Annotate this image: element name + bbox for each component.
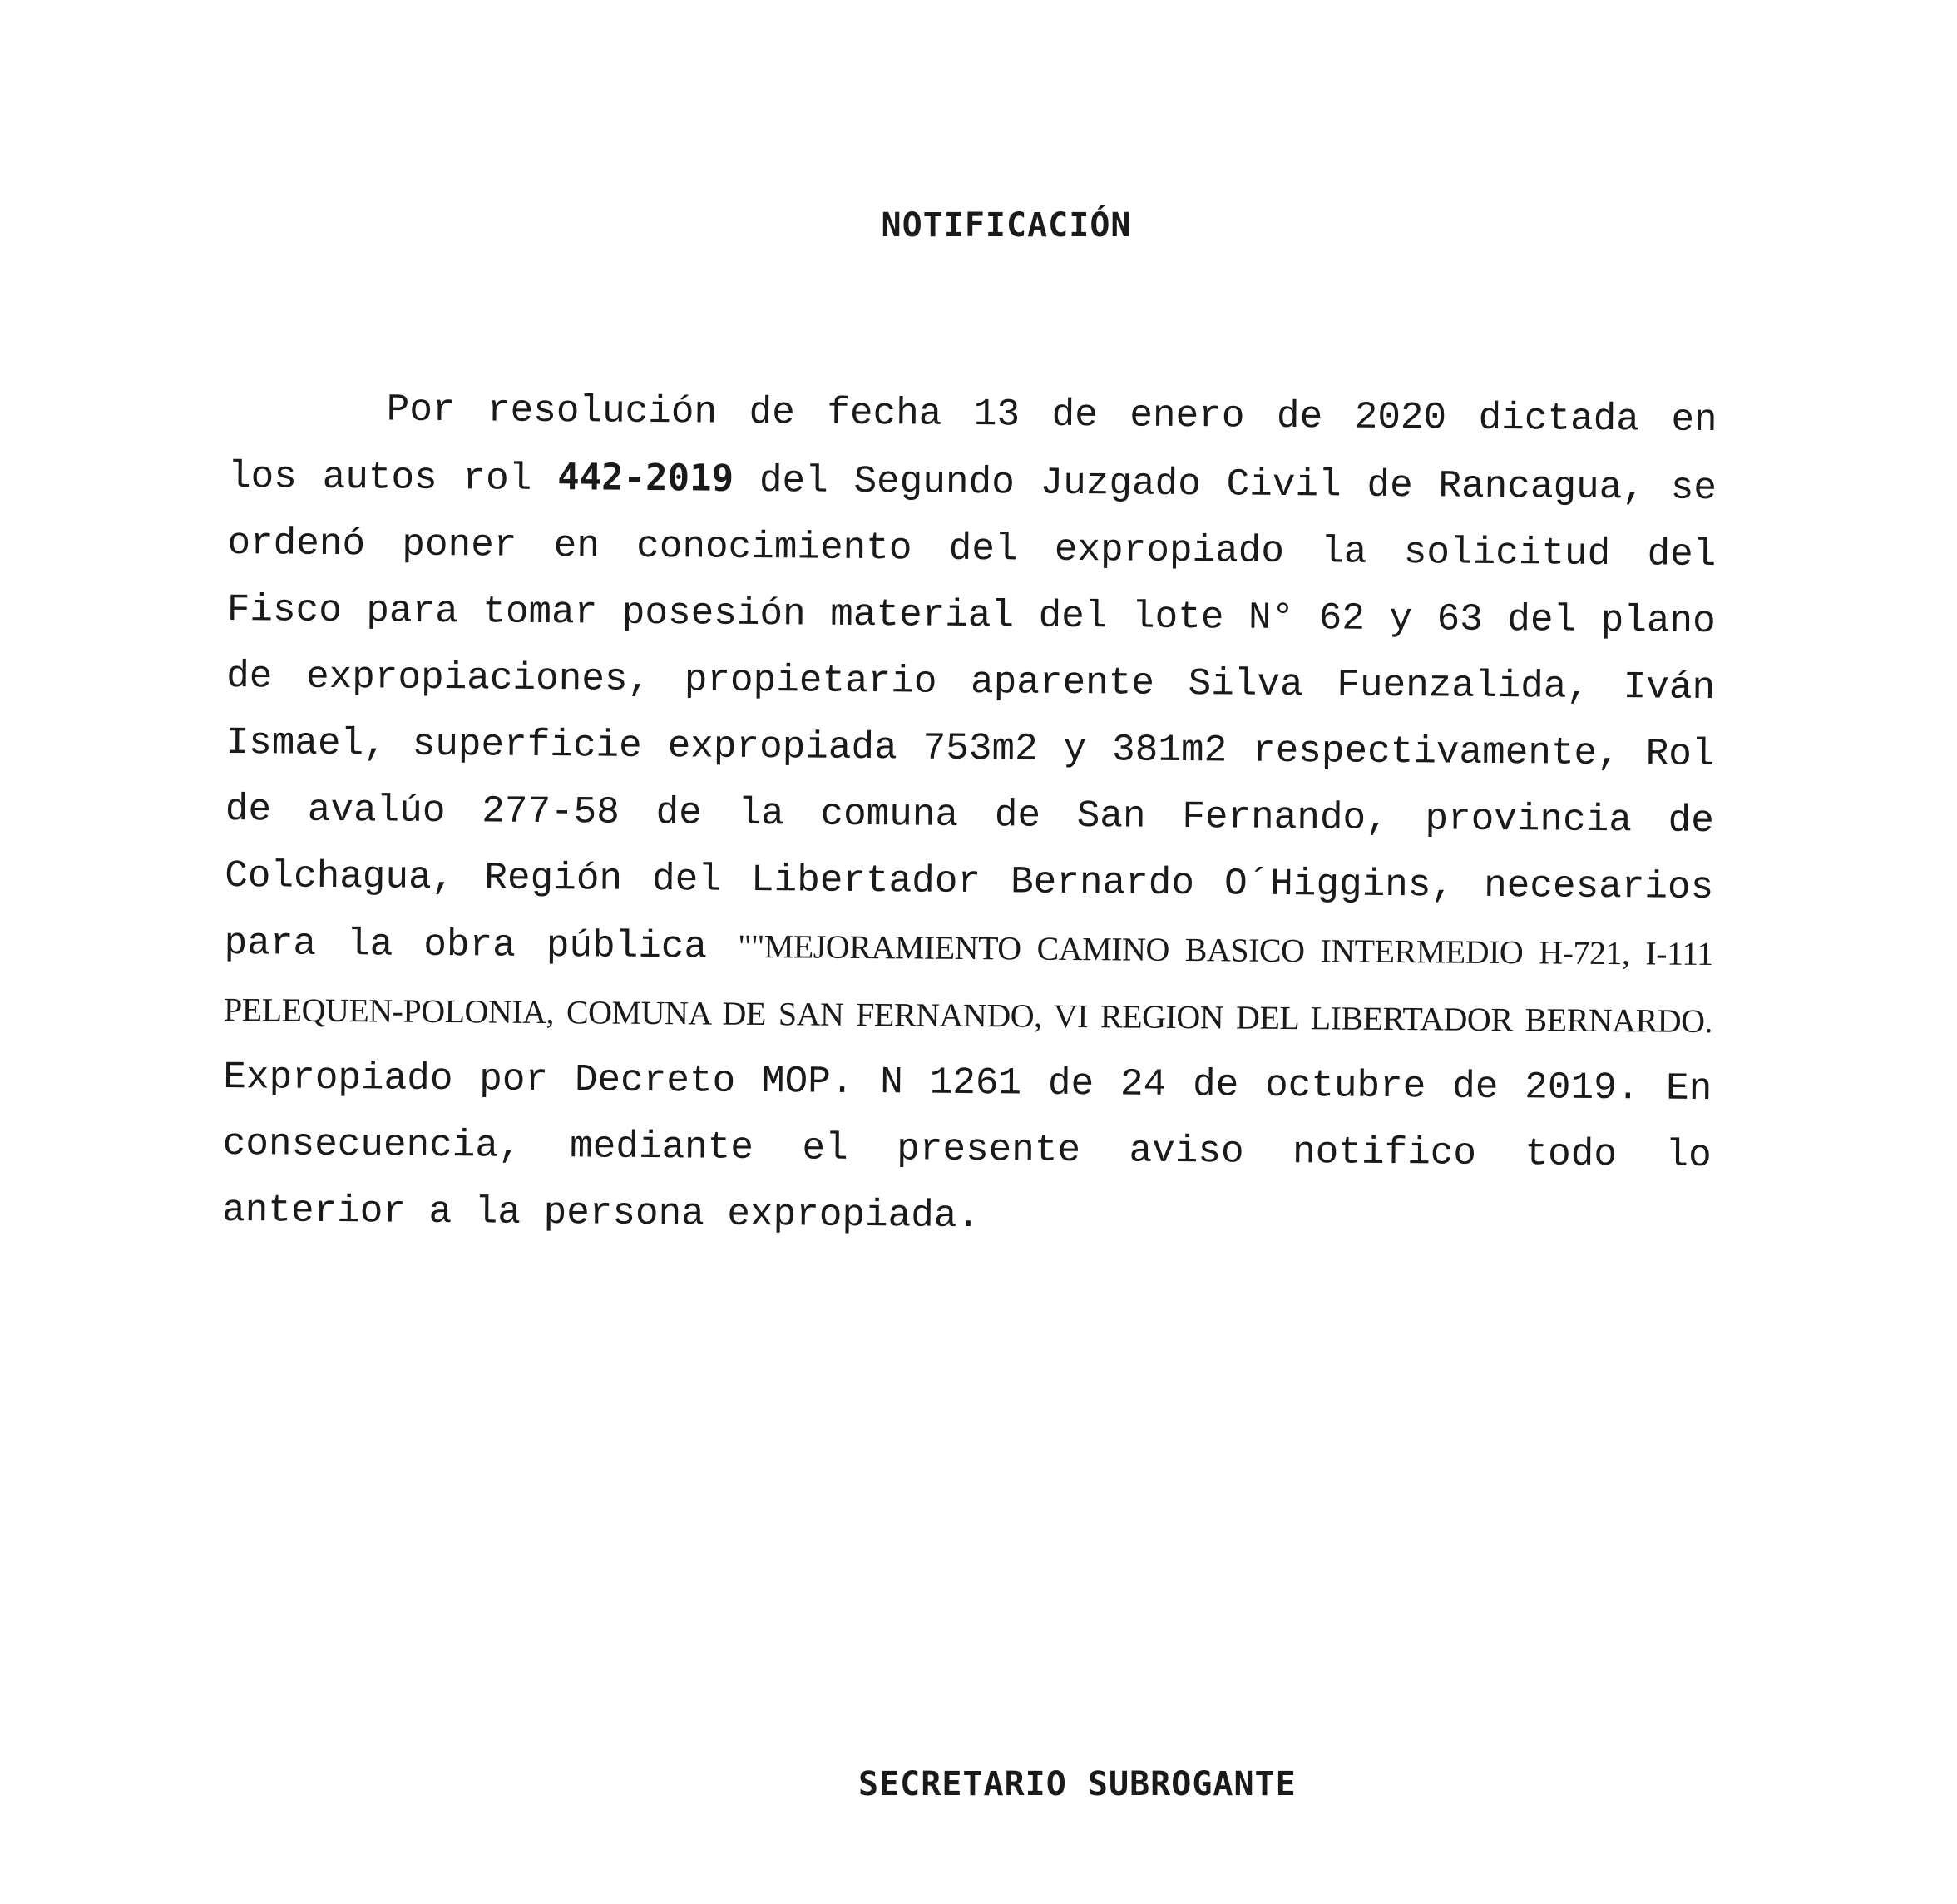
project-name: ""MEJORAMIENTO CAMINO BASICO INTERMEDIO H-721, I-111 PELEQUEN-POLONIA, COMUNA DE SAN FERNANDO, VI REGION DEL LIBERTADOR BERNARDO. — [223, 927, 1713, 1041]
paragraph-intro: Por resolución de fecha 13 de enero de 2020 dictada en los autos rol — [227, 388, 1717, 502]
paragraph-details: del Segundo Juzgado Civil de Rancagua, se ordenó poner en conocimiento del expropiado la solicitud del Fisco para tomar posesión material del lote N° 62 y 63 del plano de expropiaciones, propietario aparente Silva Fuenzalida, Iván Ismael, superficie expropiada 753m2 y 381m2 respectivamente, Rol de avalúo 277-58 de la comuna de San Fernando, provincia de Colchagua, Región del Libertador Bernardo O´Higgins, necesarios para la obra pública — [224, 458, 1717, 969]
case-rol-number: 442-2019 — [556, 456, 734, 500]
signature-line: SECRETARIO SUBROGANTE — [858, 1765, 1297, 1803]
document-title: NOTIFICACIÓN — [881, 206, 1132, 245]
paragraph-closing: Expropiado por Decreto MOP. N 1261 de 24 de octubre de 2019. En consecuencia, mediante el presente aviso notifico todo lo anterior a la persona expropiada. — [221, 1055, 1712, 1239]
notification-paragraph — [222, 375, 1717, 1255]
